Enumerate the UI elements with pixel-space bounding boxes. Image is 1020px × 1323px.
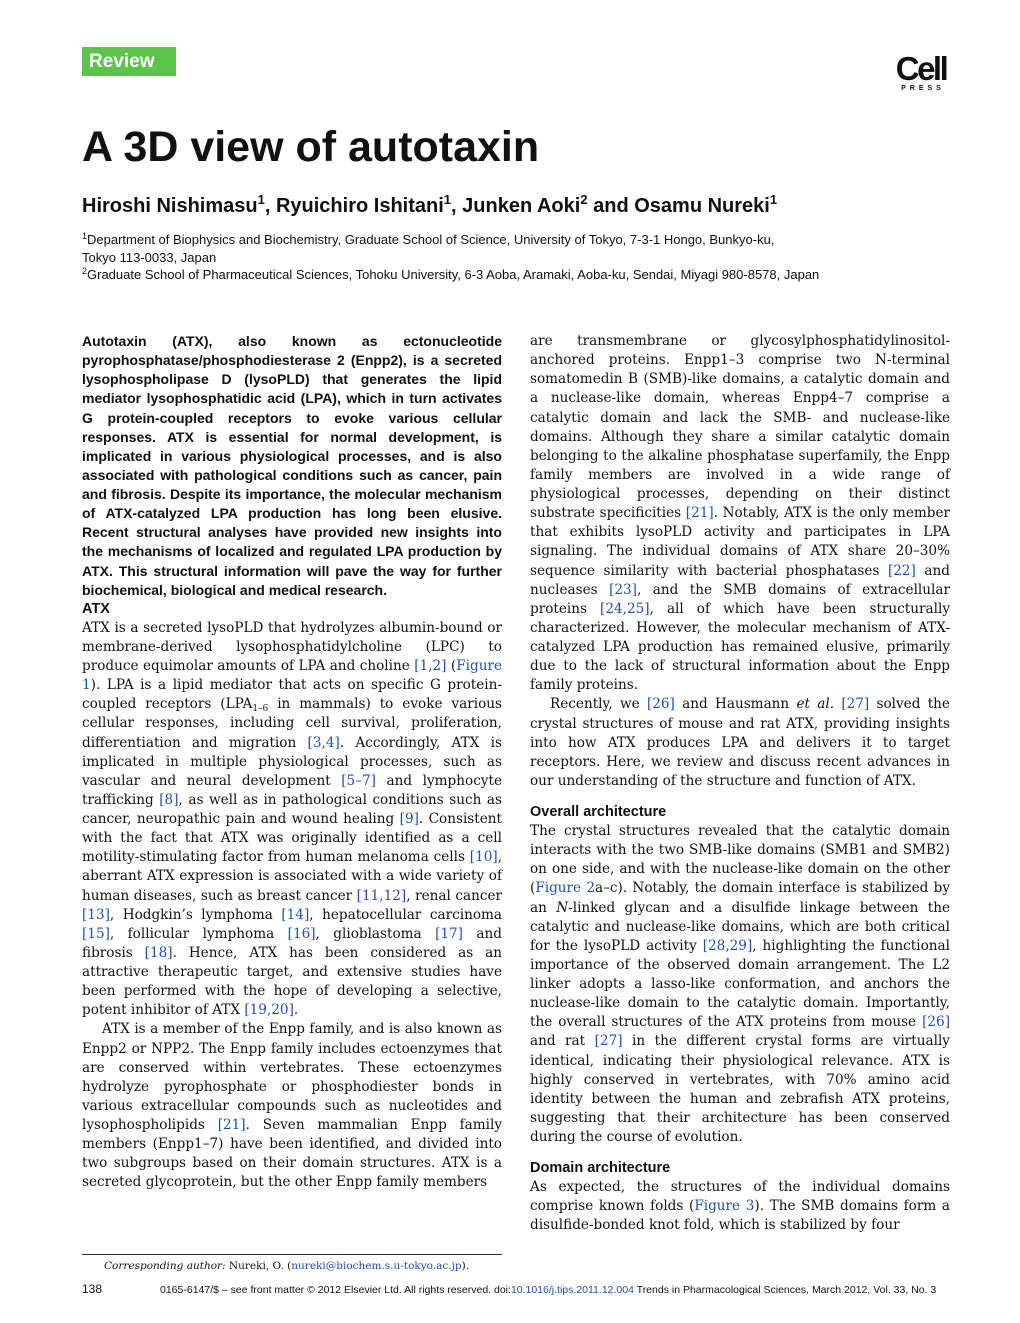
author-affiliation: 1 (443, 192, 452, 207)
author-list (82, 192, 777, 220)
page-footer: 138 0165-6147/$ – see front matter © 2012 Elsevier Ltd. All rights reserved. doi:10.1016/j.tips.2011.12.004 Trends in Pharmacological Sciences, March 2012, Vol. 33, No. 3 (82, 1282, 937, 1296)
citation-link[interactable]: [5–7] (341, 772, 376, 789)
section-heading-atx: ATX (82, 600, 110, 617)
citation-link[interactable]: [14] (281, 906, 310, 923)
figure-link[interactable]: Figure 3 (694, 1198, 755, 1215)
citation-link[interactable]: [26] (922, 1014, 950, 1031)
author-separator: and (587, 195, 635, 217)
citation-link[interactable]: [15] (82, 925, 110, 942)
logo-word: Cell (895, 50, 947, 87)
citation-link[interactable]: [18] (144, 944, 173, 961)
author-separator: , (451, 195, 463, 217)
citation-link[interactable]: [17] (435, 925, 463, 942)
citation-link[interactable]: [28,29] (702, 937, 753, 954)
citation-link[interactable]: [8] (159, 791, 179, 808)
affiliation-1-cont: Tokyo 113-0033, Japan (82, 249, 217, 265)
affiliation-2 (82, 266, 952, 284)
author-separator: , (264, 195, 276, 217)
article-title: A 3D view of autotaxin (82, 123, 540, 171)
paragraph: As expected, the structures of the individual domains comprise known folds (Figure 3). The SMB domains form a disulfide-bonded knot fold, which is stabilized by four (530, 1179, 950, 1234)
citation-link[interactable]: [13] (82, 906, 110, 923)
paragraph: Recently, we [26] and Hausmann et al. [27] solved the crystal structures of mouse and rat ATX, providing insights into how ATX produces LPA and delivers it to target receptors. Here, we review and discuss recent advances in our understanding of the structure and function of ATX. (530, 696, 950, 789)
citation-link[interactable]: [27] (594, 1033, 623, 1050)
author-name: Ryuichiro Ishitani (275, 195, 444, 217)
paragraph-continuation: are transmembrane or glycosylphosphatidylinositol-anchored proteins. Enpp1–3 comprise two N-terminal somatomedin B (SMB)-like domains, a catalytic domain and a nuclease-like domain, whereas Enpp4–7 comprise a catalytic domain and lack the SMB- and nuclease-like domains. Although they share a similar catalytic domain belonging to the alkaline phosphatase superfamily, the Enpp family members are involved in a wide range of physiological processes, depending on their distinct substrate specificities [21]. Notably, ATX is the only member that exhibits lysoPLD activity and participates in LPA signaling. The individual domains of ATX share 20–30% sequence similarity with bacterial phosphatases [22] and nucleases [23], and the SMB domains of extracellular proteins [24,25], all of which have been structurally characterized. However, the molecular mechanism of ATX-catalyzed LPA production has remained elusive, primarily due to the lack of structural information about the Enpp family proteins. (530, 333, 951, 694)
page-number: 138 (82, 1282, 103, 1296)
citation-link[interactable]: [11,12] (356, 887, 407, 904)
doi-link[interactable]: 10.1016/j.tips.2011.12.004 (510, 1284, 634, 1296)
affiliation-number: 1 (82, 231, 88, 241)
author-affiliation: 1 (769, 192, 778, 207)
citation-link[interactable]: [1,2] (414, 658, 447, 674)
affiliation-text: Department of Biophysics and Biochemistry, Graduate School of Science, University of Tokyo, 7-3-1 Hongo, Bunkyo-ku, (87, 232, 775, 247)
author-affiliation: 2 (580, 192, 588, 207)
citation-link[interactable]: [23] (609, 581, 637, 598)
paragraph-continued-text: . Seven mammalian Enpp family members (Enpp1–7) have been identified, and divided into two subgroups based on their domain structures. ATX is a secreted glycoprotein, but the other Enpp family members (82, 1117, 502, 1191)
author-affiliation: 1 (257, 192, 265, 207)
citation-link[interactable]: [3,4] (307, 734, 340, 751)
citation-link[interactable]: [21] (217, 1117, 246, 1133)
section-tab: Review (82, 47, 176, 76)
right-column (530, 332, 950, 1236)
affiliation-text: Graduate School of Pharmaceutical Sciences, Tohoku University, 6-3 Aoba, Aramaki, Aoba-ku, Sendai, Miyagi 980-8578, Japan (87, 267, 820, 282)
email-link[interactable]: nureki@biochem.s.u-tokyo.ac.jp (291, 1260, 462, 1272)
citation-link[interactable]: [26] (646, 696, 675, 713)
citation-link[interactable]: [24,25] (600, 600, 650, 617)
citation-link[interactable]: [27] (841, 696, 870, 713)
author-name: Hiroshi Nishimasu (82, 195, 258, 217)
logo-sub: PRESS (901, 85, 945, 92)
paragraph: ATX is a secreted lysoPLD that hydrolyzes albumin-bound or membrane-derived lysophosphatidylcholine (LPC) to produce equimolar amounts of LPA and choline [1,2] (Figure 1). LPA is a lipid mediator that acts on specific G protein-coupled receptors ($LPA_{1-6}$ in mammals) to evoke various cellular responses, including cell survival, proliferation, differentiation and migration [3,4]. Accordingly, ATX is implicated in multiple physiological processes, such as vascular and neural development [5–7] and lymphocyte trafficking [8], as well as in pathological conditions such as cancer, neuropathic pain and wound healing [9]. Consistent with the fact that ATX was originally identified as a cell motility-stimulating factor from human melanoma cells [10], aberrant ATX expression is associated with a wide variety of human diseases, such as breast cancer [11,12], renal cancer [13], Hodgkin’s lymphoma [14], hepatocellular carcinoma [15], follicular lymphoma [16], glioblastoma [17] and fibrosis [18]. Hence, ATX has been considered as an attractive therapeutic target, and extensive studies have been performed with the hope of developing a selective, potent inhibitor of ATX [19,20]. (82, 619, 503, 1019)
section-heading-domain-architecture: Domain architecture (530, 1160, 671, 1177)
et-al: et al. (796, 696, 835, 713)
citation-link[interactable]: [9] (399, 811, 419, 827)
figure-link[interactable]: Figure 2 (535, 880, 596, 897)
citation-link[interactable]: [19,20] (244, 1002, 294, 1019)
affiliation-1 (82, 231, 952, 249)
author-name: Osamu Nureki (634, 195, 770, 217)
abstract: Autotaxin (ATX), also known as ectonucleotide pyrophosphatase/phosphodiesterase 2 (Enpp2), is a secreted lysophospholipase D (lysoPLD) that generates the lipid mediator lysophosphatidic acid (LPA), which in turn activates G protein-coupled receptors to evoke various cellular responses. ATX is essential for normal development, is implicated in various physiological processes, and is also associated with pathological conditions such as cancer, pain and fibrosis. Despite its importance, the molecular mechanism of ATX-catalyzed LPA production has long been elusive. Recent structural analyses have provided new insights into the mechanisms of localized and regulated LPA production by ATX. This structural information will pave the way for further biochemical, biological and medical research. (82, 333, 502, 598)
citation-link[interactable]: [22] (887, 562, 916, 579)
citation-link[interactable]: [21] (685, 505, 714, 522)
author-name: Junken Aoki (462, 195, 581, 217)
affiliation-number: 2 (82, 266, 88, 276)
cell-press-logo (892, 50, 950, 92)
figure-link[interactable]: Figure 1 (82, 658, 502, 694)
subscript: 1–6 (252, 704, 269, 715)
citation-link[interactable]: [10] (469, 849, 498, 866)
paragraph: The crystal structures revealed that the catalytic domain interacts with the two SMB-like domains (SMB1 and SMB2) on one side, and with the nuclease-like domain on the other (Figure 2a–c). Notably, the domain interface is stabilized by an N-linked glycan and a disulfide linkage between the catalytic and nuclease-like domains, which are both critical for the lysoPLD activity [28,29], highlighting the functional importance of the observed domain arrangement. The L2 linker adopts a lasso-like conformation, and anchors the nuclease-like domain to the catalytic domain. Importantly, the overall structures of the ATX proteins from mouse [26] and rat [27] in the different crystal forms are virtually identical, indicating their physiological relevance. ATX is highly conserved in vertebrates, with 70% amino acid identity between the human and zebrafish ATX proteins, suggesting that their architecture has been conserved during the course of evolution. (530, 823, 951, 1145)
citation-link[interactable]: [16] (287, 925, 316, 942)
section-heading-overall-architecture: Overall architecture (530, 804, 667, 820)
left-column (82, 332, 502, 1193)
paragraph: ATX is a member of the Enpp family, and is also known as Enpp2 or NPP2. The Enpp family includes ectoenzymes that are conserved within vertebrates. These ectoenzymes hydrolyze pyrophosphate or phosphodiester bonds in various extracellular compounds such as nucleotides and lysophospholipids [21]. Seven mammalian Enpp family members (Enpp1–7) have been identified, and divided into two subgroups based on their domain structures. ATX is a secreted glycoprotein, but the other Enpp family members (82, 1021, 502, 1191)
italic-letter: N (556, 899, 569, 916)
affiliations (82, 231, 952, 284)
corresponding-author-footnote: Corresponding author: Nureki, O. (nureki@biochem.s.u-tokyo.ac.jp). (82, 1254, 502, 1273)
